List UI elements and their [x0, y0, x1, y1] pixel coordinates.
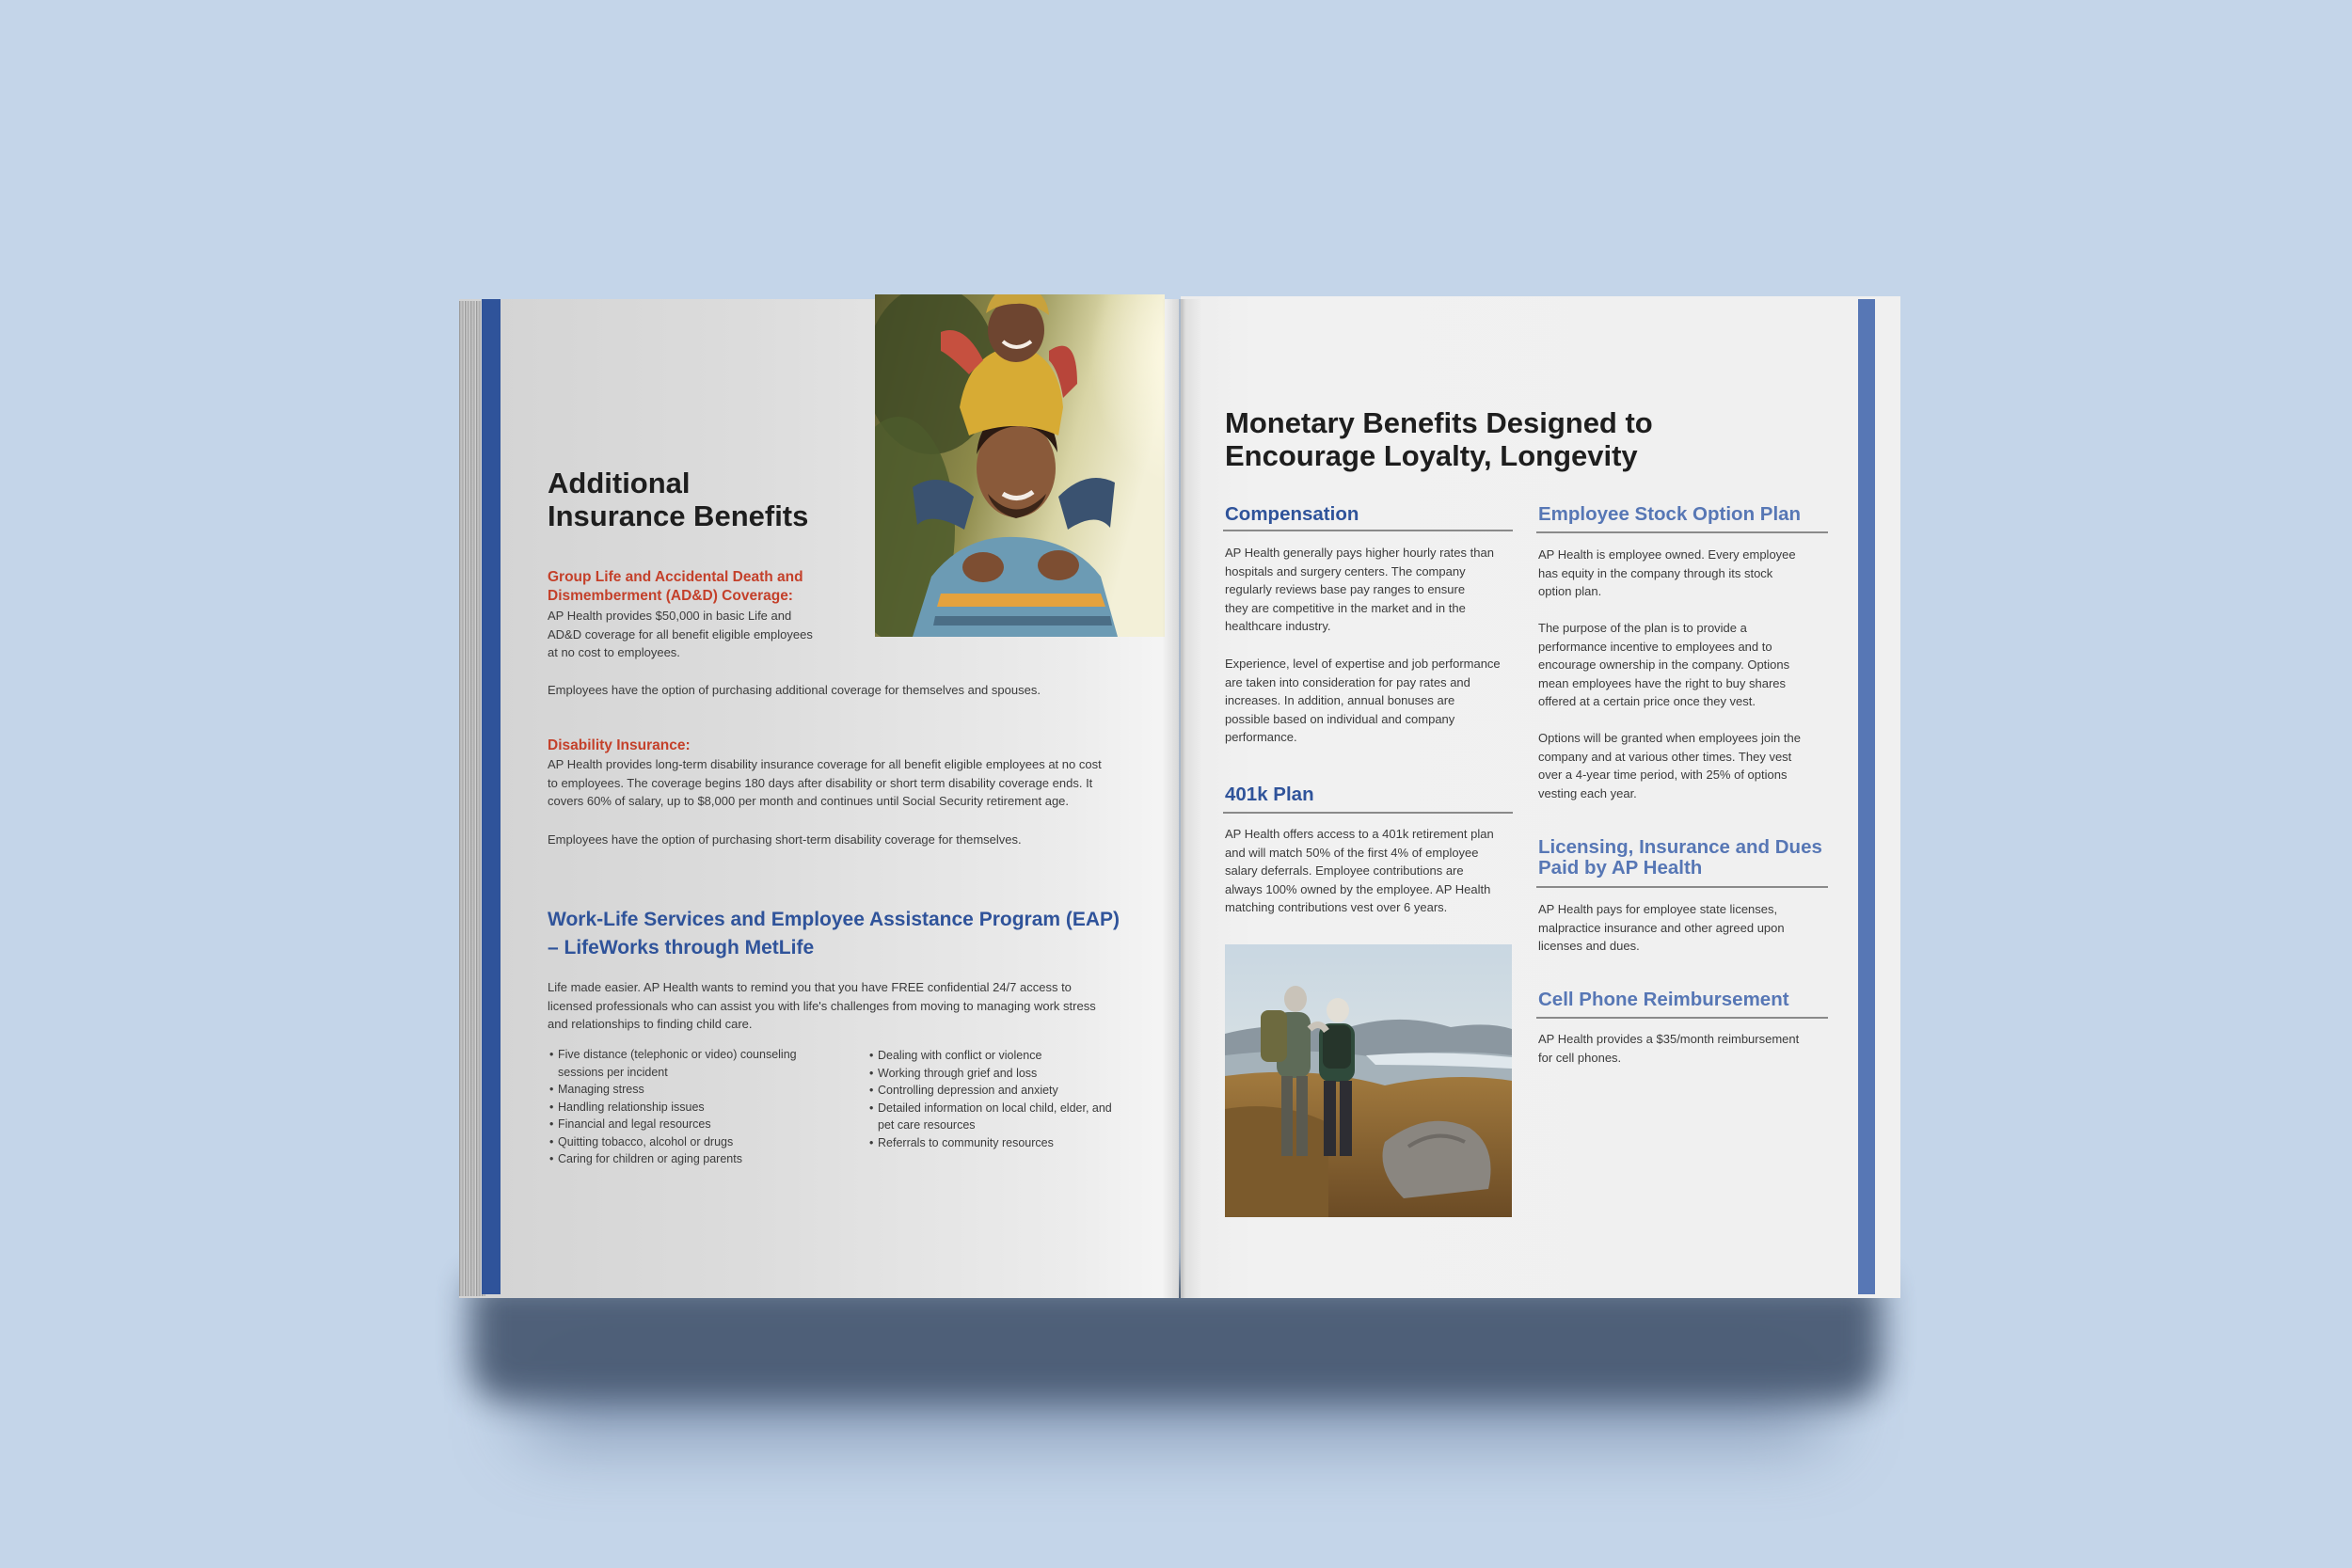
cell-phone-body: AP Health provides a $35/month reimbursement for cell phones.	[1538, 1032, 1800, 1065]
disability-option: Employees have the option of purchasing short-term disability coverage for themselves.	[548, 832, 1022, 847]
stock-option-p1: AP Health is employee owned. Every employee has equity in the company through its stock option plan.	[1538, 547, 1796, 598]
plan-401k-heading: 401k Plan	[1225, 784, 1314, 805]
eap-bullet: • Quitting tobacco, alcohol or drugs	[549, 1133, 832, 1151]
additional-insurance-title: Additional Insurance Benefits	[548, 467, 809, 532]
compensation-p1: AP Health generally pays higher hourly rates than hospitals and surgery centers. The company regularly reviews base pay ranges to ensure they are competitive in the market and in the healthcare industry.	[1225, 546, 1494, 633]
hiking-couple-photo	[1225, 944, 1512, 1217]
compensation-rule	[1223, 530, 1513, 531]
cell-phone-rule	[1536, 1017, 1828, 1019]
left-accent-bar	[482, 299, 501, 1294]
eap-bullet: • Referrals to community resources	[869, 1134, 1152, 1152]
life-add-option: Employees have the option of purchasing additional coverage for themselves and spouses.	[548, 683, 1041, 697]
stock-option-p2: The purpose of the plan is to provide a performance incentive to employees and to encourage ownership in the company. Options mean employees have the right to buy shares offered at a certain price once they vest.	[1538, 621, 1790, 708]
eap-bullet: • Working through grief and loss	[869, 1065, 1152, 1083]
licensing-heading: Licensing, Insurance and Dues Paid by AP Health	[1538, 836, 1822, 879]
eap-intro: Life made easier. AP Health wants to remind you that you have FREE confidential 24/7 access to licensed professionals who can assist you with life's challenges from moving to managing work stress and relationships to finding child care.	[548, 980, 1096, 1031]
eap-bullet: • Five distance (telephonic or video) counseling sessions per incident	[549, 1046, 832, 1081]
disability-heading: Disability Insurance:	[548, 737, 691, 753]
eap-bullet: • Controlling depression and anxiety	[869, 1082, 1152, 1100]
licensing-rule	[1536, 886, 1828, 888]
right-accent-bar	[1858, 299, 1875, 1294]
cell-phone-heading: Cell Phone Reimbursement	[1538, 989, 1789, 1010]
father-child-photo	[875, 294, 1165, 637]
eap-bullet: • Managing stress	[549, 1081, 832, 1099]
disability-body: AP Health provides long-term disability insurance coverage for all benefit eligible employees at no cost to employees. The coverage begins 180 days after disability or short term disability coverage ends. It covers 60% of salary, up to $8,000 per month and continues until Social Security retirement age.	[548, 757, 1102, 808]
compensation-heading: Compensation	[1225, 503, 1359, 525]
eap-bullet: • Detailed information on local child, elder, and pet care resources	[869, 1100, 1152, 1134]
life-add-body: AP Health provides $50,000 in basic Life and AD&D coverage for all benefit eligible employees at no cost to employees.	[548, 609, 813, 659]
eap-heading: Work-Life Services and Employee Assistance Program (EAP) – LifeWorks through MetLife	[548, 909, 1120, 958]
eap-bullets-col1	[549, 1046, 832, 1168]
stock-option-rule	[1536, 531, 1828, 533]
plan-401k-rule	[1223, 812, 1513, 814]
eap-bullet: • Handling relationship issues	[549, 1099, 832, 1117]
eap-bullets-col2	[869, 1047, 1152, 1151]
eap-bullet: • Caring for children or aging parents	[549, 1150, 832, 1168]
eap-bullet: • Financial and legal resources	[549, 1116, 832, 1133]
stock-option-p3: Options will be granted when employees join the company and at various other times. They vest over a 4-year time period, with 25% of options vesting each year.	[1538, 731, 1801, 800]
monetary-benefits-title: Monetary Benefits Designed to Encourage Loyalty, Longevity	[1225, 406, 1653, 472]
plan-401k-body: AP Health offers access to a 401k retirement plan and will match 50% of the first 4% of employee salary deferrals. Employee contributions are always 100% owned by the employee. AP Health matching contributions vest over 6 years.	[1225, 827, 1494, 914]
compensation-p2: Experience, level of expertise and job performance are taken into consideration for pay rates and increases. In addition, annual bonuses are possible based on individual and company performance.	[1225, 657, 1501, 744]
center-gutter	[1162, 299, 1201, 1298]
licensing-body: AP Health pays for employee state licenses, malpractice insurance and other agreed upon licenses and dues.	[1538, 902, 1785, 953]
stock-option-heading: Employee Stock Option Plan	[1538, 503, 1802, 525]
eap-bullet: • Dealing with conflict or violence	[869, 1047, 1152, 1065]
life-add-heading: Group Life and Accidental Death and Dismemberment (AD&D) Coverage:	[548, 569, 803, 604]
